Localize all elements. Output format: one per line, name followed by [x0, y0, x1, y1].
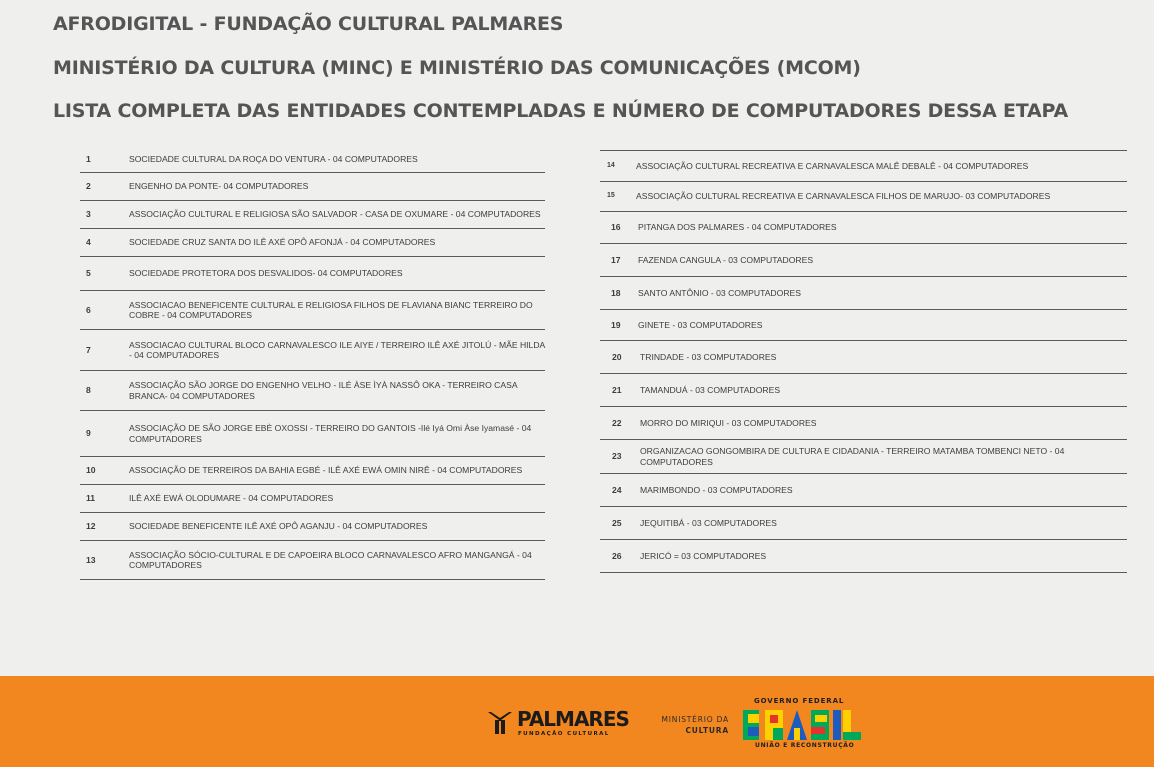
- item-text: ASSOCIAÇÃO SÓCIO-CULTURAL E DE CAPOEIRA BLOCO CARNAVALESCO AFRO MANGANGÁ - 04 COMPUTADORES: [129, 549, 532, 570]
- item-text: FAZENDA CANGULA - 03 COMPUTADORES: [638, 254, 814, 265]
- list-item: [80, 485, 545, 513]
- brasil-logo-icon: [743, 708, 863, 742]
- list-item: [80, 411, 545, 457]
- item-text: JEQUITIBÁ - 03 COMPUTADORES: [640, 517, 777, 528]
- minc-line1: MINISTÉRIO DA: [661, 715, 729, 724]
- item-number: 7: [86, 344, 91, 355]
- item-number: 21: [612, 384, 622, 395]
- item-number: 19: [611, 319, 621, 330]
- list-item: [80, 257, 545, 291]
- list-item: [600, 507, 1127, 540]
- item-number: 1: [86, 153, 91, 164]
- palmares-wordmark: PALMARES: [517, 707, 629, 731]
- item-text: ASSOCIACAO BENEFICENTE CULTURAL E RELIGIOSA FILHOS DE FLAVIANA BIANC TERREIRO DO COBRE - 04 COMPUTADORES: [129, 299, 533, 320]
- entity-list-left: [80, 146, 545, 580]
- item-number: 20: [612, 351, 622, 362]
- item-number: 10: [86, 465, 96, 476]
- item-text: ORGANIZACAO GONGOMBIRA DE CULTURA E CIDADANIA - TERREIRO MATAMBA TOMBENCI NETO - 04 COMPUTADORES: [640, 446, 1065, 467]
- item-text: PITANGA DOS PALMARES - 04 COMPUTADORES: [638, 222, 837, 233]
- list-item: [80, 291, 545, 330]
- palmares-emblem-icon: [487, 710, 513, 736]
- list-item: [80, 371, 545, 411]
- item-text: TAMANDUÁ - 03 COMPUTADORES: [640, 384, 781, 395]
- item-text: ASSOCIAÇÃO CULTURAL E RELIGIOSA SÃO SALVADOR - CASA DE OXUMARE - 04 COMPUTADORES: [129, 209, 541, 220]
- title-list-description: LISTA COMPLETA DAS ENTIDADES CONTEMPLADAS E NÚMERO DE COMPUTADORES DESSA ETAPA: [53, 100, 1069, 122]
- list-item: [600, 310, 1127, 341]
- title-afrodigital: AFRODIGITAL - FUNDAÇÃO CULTURAL PALMARES: [53, 13, 564, 35]
- item-number: 24: [612, 484, 622, 495]
- item-text: ASSOCIAÇÃO DE TERREIROS DA BAHIA EGBÉ - ILÊ AXÉ EWÁ OMIN NIRÊ - 04 COMPUTADORES: [129, 465, 523, 476]
- item-number: 8: [86, 385, 91, 396]
- item-number: 16: [611, 222, 621, 233]
- list-item: [600, 540, 1127, 573]
- list-item: [600, 212, 1127, 244]
- list-item: [600, 440, 1127, 474]
- title-ministries: MINISTÉRIO DA CULTURA (MINC) E MINISTÉRIO DAS COMUNICAÇÕES (MCOM): [53, 57, 861, 79]
- list-item: [600, 277, 1127, 310]
- item-number: 13: [86, 554, 96, 565]
- item-text: MARIMBONDO - 03 COMPUTADORES: [640, 484, 793, 495]
- list-item: [80, 541, 545, 580]
- item-text: SOCIEDADE PROTETORA DOS DESVALIDOS- 04 COMPUTADORES: [129, 268, 403, 279]
- item-text: MORRO DO MIRIQUI - 03 COMPUTADORES: [640, 417, 817, 428]
- item-text: ASSOCIAÇÃO SÃO JORGE DO ENGENHO VELHO - ILÉ ÀSE ÌYÀ NASSÔ OKA - TERREIRO CASA BRANCA- 04 COMPUTADORES: [129, 380, 518, 401]
- governo-federal-label: GOVERNO FEDERAL: [754, 697, 845, 705]
- palmares-subtitle: FUNDAÇÃO CULTURAL: [518, 731, 610, 737]
- list-item: [600, 151, 1127, 182]
- item-number: 2: [86, 181, 91, 192]
- item-number: 6: [86, 304, 91, 315]
- list-item: [80, 146, 545, 173]
- item-text: ILÊ AXÉ EWÁ OLODUMARE - 04 COMPUTADORES: [129, 493, 334, 504]
- list-item: [80, 229, 545, 257]
- item-number: 5: [86, 268, 91, 279]
- item-number: 18: [611, 287, 621, 298]
- item-number: 23: [612, 451, 622, 462]
- list-item: [600, 407, 1127, 440]
- list-item: [80, 201, 545, 229]
- item-text: ASSOCIAÇÃO CULTURAL RECREATIVA E CARNAVALESCA MALÊ DEBALÊ - 04 COMPUTADORES: [636, 160, 1029, 171]
- item-text: TRINDADE - 03 COMPUTADORES: [640, 351, 777, 362]
- uniao-reconstrucao-label: UNIÃO E RECONSTRUÇÃO: [755, 742, 855, 749]
- item-number: 4: [86, 237, 91, 248]
- item-text: ASSOCIAÇÃO CULTURAL RECREATIVA E CARNAVALESCA FILHOS DE MARUJO- 03 COMPUTADORES: [636, 191, 1051, 202]
- item-number: 17: [611, 254, 621, 265]
- list-item: [80, 513, 545, 541]
- item-text: ENGENHO DA PONTE- 04 COMPUTADORES: [129, 181, 309, 192]
- item-number: 12: [86, 521, 96, 532]
- item-number: 25: [612, 517, 622, 528]
- list-item: [80, 330, 545, 371]
- minc-line2: CULTURA: [685, 726, 729, 735]
- list-item: [600, 374, 1127, 407]
- item-number: 22: [612, 417, 622, 428]
- item-text: JERICÓ = 03 COMPUTADORES: [640, 550, 767, 561]
- minc-logo: [649, 714, 729, 736]
- item-text: ASSOCIACAO CULTURAL BLOCO CARNAVALESCO ILE AIYE / TERREIRO ILÊ AXÉ JITOLÚ - MÃE HILDA - 04 COMPUTADORES: [129, 339, 545, 360]
- item-number: 11: [86, 493, 96, 504]
- item-text: SOCIEDADE CULTURAL DA ROÇA DO VENTURA - 04 COMPUTADORES: [129, 153, 418, 164]
- list-item: [80, 457, 545, 485]
- item-text: SANTO ANTÔNIO - 03 COMPUTADORES: [638, 287, 801, 298]
- item-text: SOCIEDADE CRUZ SANTA DO ILÊ AXÉ OPÔ AFONJÁ - 04 COMPUTADORES: [129, 237, 436, 248]
- item-number: 26: [612, 550, 622, 561]
- item-text: SOCIEDADE BENEFICENTE ILÊ AXÉ OPÔ AGANJU - 04 COMPUTADORES: [129, 521, 428, 532]
- item-number: 3: [86, 209, 91, 220]
- item-text: ASSOCIAÇÃO DE SÃO JORGE EBÈ OXOSSI - TERREIRO DO GANTOIS -Ilé Iyá Omi Àse Iyamasé - 04 COMPUTADORES: [129, 423, 532, 444]
- list-item: [80, 173, 545, 201]
- item-number: 15: [607, 192, 615, 200]
- entity-list-right: [600, 150, 1127, 573]
- item-number: 14: [607, 161, 615, 169]
- list-item: [600, 244, 1127, 277]
- item-text: GINETE - 03 COMPUTADORES: [638, 319, 763, 330]
- list-item: [600, 474, 1127, 507]
- list-item: [600, 341, 1127, 374]
- list-item: [600, 182, 1127, 212]
- item-number: 9: [86, 428, 91, 439]
